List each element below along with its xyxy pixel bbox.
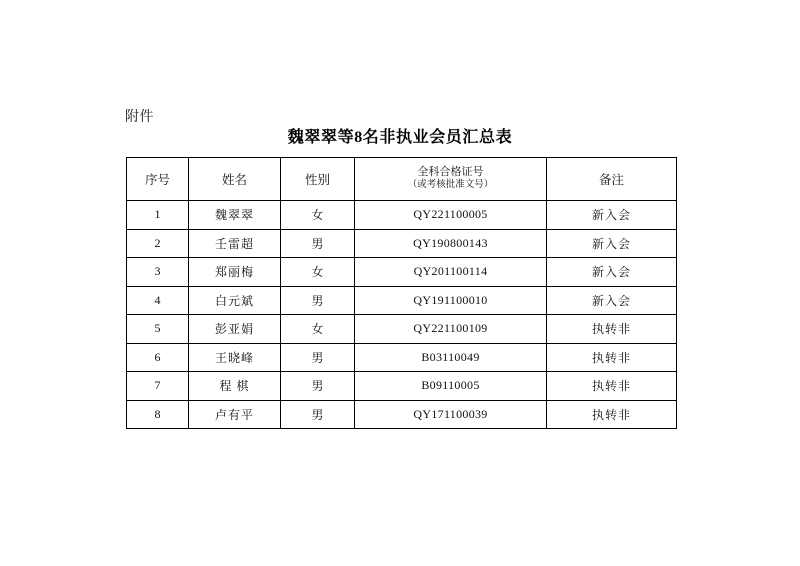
cell-certificate: QY201100114 [355, 258, 547, 287]
table-row [127, 258, 677, 287]
cell-no: 3 [127, 258, 189, 287]
table-row [127, 343, 677, 372]
cell-remark: 执转非 [547, 343, 677, 372]
members-table-container [126, 157, 676, 429]
table-header [127, 158, 677, 201]
table-row [127, 201, 677, 230]
cell-name: 魏翠翠 [189, 201, 281, 230]
column-header-name: 姓名 [189, 158, 281, 201]
cell-gender: 男 [281, 343, 355, 372]
column-header-gender: 性别 [281, 158, 355, 201]
cell-remark: 执转非 [547, 400, 677, 429]
members-table [126, 157, 677, 429]
cell-remark: 新入会 [547, 201, 677, 230]
column-header-certificate [355, 158, 547, 201]
cell-remark: 新入会 [547, 286, 677, 315]
table-body [127, 201, 677, 429]
cell-remark: 执转非 [547, 315, 677, 344]
attachment-label: 附件 [125, 110, 154, 125]
cell-certificate: QY190800143 [355, 229, 547, 258]
cell-name: 壬雷超 [189, 229, 281, 258]
cell-no: 7 [127, 372, 189, 401]
cell-gender: 女 [281, 315, 355, 344]
cell-gender: 男 [281, 286, 355, 315]
cell-gender: 女 [281, 201, 355, 230]
column-header-certificate-sub: （或考核批准文号） [407, 179, 494, 190]
cell-certificate: B09110005 [355, 372, 547, 401]
page-title: 魏翠翠等8名非执业会员汇总表 [287, 129, 513, 146]
cell-certificate: QY221100005 [355, 201, 547, 230]
table-row [127, 315, 677, 344]
table-header-row [127, 158, 677, 201]
column-header-no: 序号 [127, 158, 189, 201]
cell-gender: 男 [281, 372, 355, 401]
column-header-certificate-main: 全科合格证号 [417, 166, 484, 179]
cell-remark: 执转非 [547, 372, 677, 401]
cell-remark: 新入会 [547, 229, 677, 258]
cell-no: 6 [127, 343, 189, 372]
table-row [127, 400, 677, 429]
cell-name: 郑丽梅 [189, 258, 281, 287]
cell-gender: 男 [281, 229, 355, 258]
column-header-remark: 备注 [547, 158, 677, 201]
cell-name: 彭亚娟 [189, 315, 281, 344]
cell-no: 1 [127, 201, 189, 230]
cell-name: 程 棋 [189, 372, 281, 401]
cell-name: 白元斌 [189, 286, 281, 315]
cell-certificate: QY171100039 [355, 400, 547, 429]
cell-gender: 男 [281, 400, 355, 429]
cell-certificate: B03110049 [355, 343, 547, 372]
cell-no: 5 [127, 315, 189, 344]
table-row [127, 286, 677, 315]
cell-no: 4 [127, 286, 189, 315]
cell-gender: 女 [281, 258, 355, 287]
cell-no: 2 [127, 229, 189, 258]
table-row [127, 229, 677, 258]
cell-name: 王晓峰 [189, 343, 281, 372]
table-row [127, 372, 677, 401]
cell-certificate: QY191100010 [355, 286, 547, 315]
cell-certificate: QY221100109 [355, 315, 547, 344]
cell-no: 8 [127, 400, 189, 429]
cell-name: 卢有平 [189, 400, 281, 429]
cell-remark: 新入会 [547, 258, 677, 287]
